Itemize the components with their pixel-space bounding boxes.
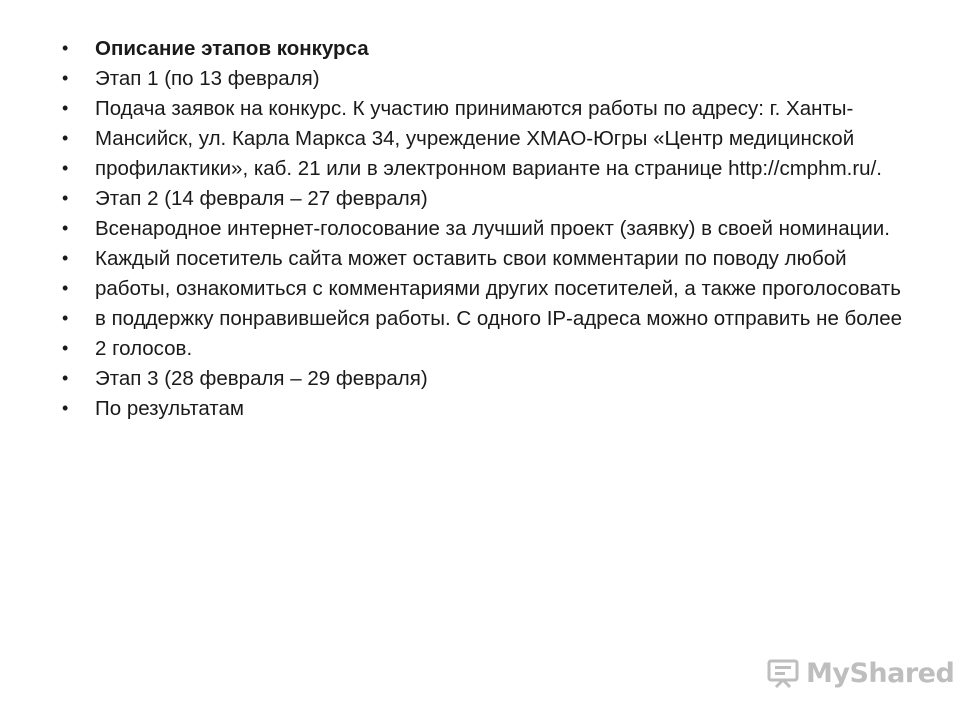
list-item-text: Этап 3 (28 февраля – 29 февраля)	[95, 367, 428, 390]
bullet-dot-icon: •	[62, 338, 69, 358]
list-item-text: работы, ознакомиться с комментариями других посетителей, а также проголосовать	[95, 277, 901, 300]
bullet-item	[60, 246, 920, 271]
bullet-item	[60, 66, 920, 91]
list-item-text: По результатам	[95, 397, 244, 420]
presentation-board-icon	[766, 658, 800, 688]
bullet-item	[60, 336, 920, 361]
list-item-text: Мансийск, ул. Карла Маркса 34, учреждение ХМАО-Югры «Центр медицинской	[95, 127, 855, 150]
bullet-list	[60, 36, 920, 426]
bullet-item	[60, 156, 920, 181]
bullet-dot-icon: •	[62, 278, 69, 298]
bullet-item	[60, 366, 920, 391]
bullet-dot-icon: •	[62, 248, 69, 268]
bullet-item	[60, 276, 920, 301]
bullet-dot-icon: •	[62, 98, 69, 118]
bullet-dot-icon: •	[62, 158, 69, 178]
list-item-text: Этап 1 (по 13 февраля)	[95, 67, 320, 90]
bullet-dot-icon: •	[62, 38, 69, 58]
list-item-text: Всенародное интернет-голосование за лучший проект (заявку) в своей номинации.	[95, 217, 890, 240]
bullet-item	[60, 126, 920, 151]
bullet-dot-icon: •	[62, 368, 69, 388]
bullet-item	[60, 96, 920, 121]
bullet-item	[60, 186, 920, 211]
bullet-dot-icon: •	[62, 308, 69, 328]
bullet-item	[60, 396, 920, 421]
bullet-dot-icon: •	[62, 398, 69, 418]
list-item-text: профилактики», каб. 21 или в электронном варианте на странице http://cmphm.ru/.	[95, 157, 882, 180]
list-item-text: Подача заявок на конкурс. К участию принимаются работы по адресу: г. Ханты-	[95, 97, 854, 120]
list-item-text: Описание этапов конкурса	[95, 37, 369, 60]
watermark-text: MyShared	[806, 657, 955, 689]
list-item-text: в поддержку понравившейся работы. С одного IP-адреса можно отправить не более	[95, 307, 903, 330]
bullet-dot-icon: •	[62, 218, 69, 238]
list-item-text: Этап 2 (14 февраля – 27 февраля)	[95, 187, 428, 210]
bullet-dot-icon: •	[62, 68, 69, 88]
list-item-text: 2 голосов.	[95, 337, 193, 360]
bullet-item	[60, 306, 920, 331]
bullet-dot-icon: •	[62, 188, 69, 208]
bullet-item-title	[60, 36, 920, 61]
bullet-item	[60, 216, 920, 241]
watermark-logo	[766, 655, 954, 691]
list-item-text: Каждый посетитель сайта может оставить свои комментарии по поводу любой	[95, 247, 847, 270]
bullet-dot-icon: •	[62, 128, 69, 148]
